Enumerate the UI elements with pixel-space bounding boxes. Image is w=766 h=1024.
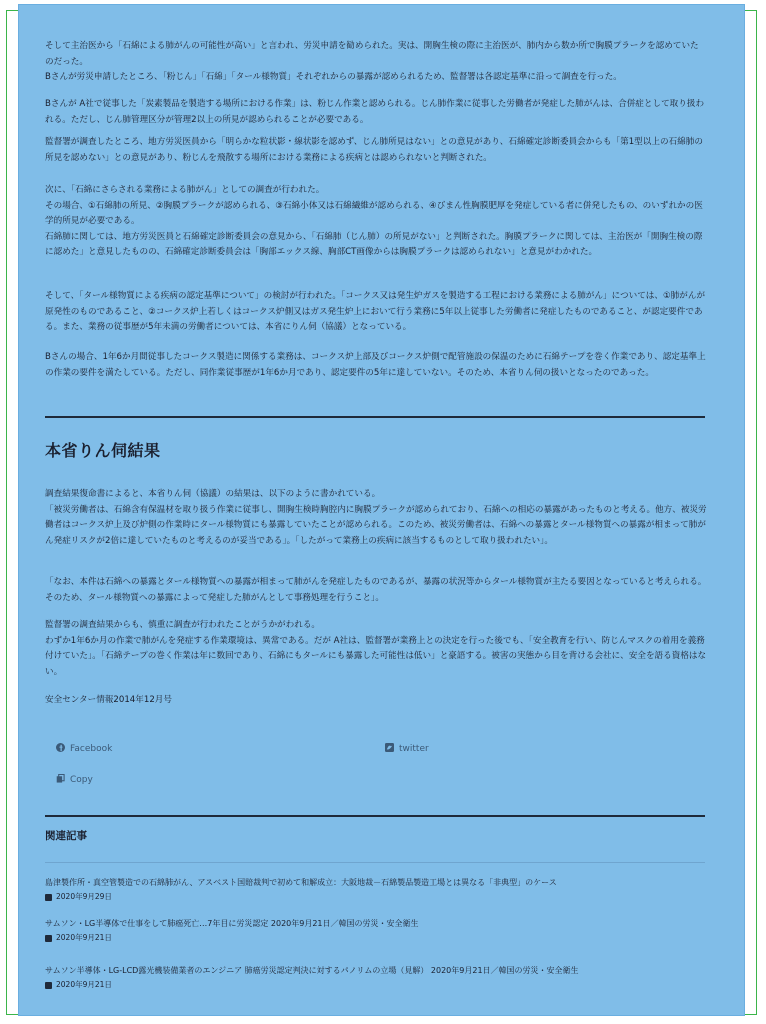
related-article-title[interactable]: サムソン半導体・LG-LCD露光機装備業者のエンジニア 肺癌労災認定判決に対するパノリムの立場（見解） 2020年9月21日／韓国の労災・安全衛生 [45,966,579,975]
result-paragraph: 「なお、本件は石綿への暴露とタール様物質への暴露が相まって肺がんを発症したものであるが、暴露の状況等からタール様物質が主たる要因となっていると考えられる。そのため、タール様物質への暴露によって発症した肺がんとして事務処理を行うこと」。 [45,577,707,603]
twitter-share-label: twitter [399,744,429,754]
section-divider [45,815,705,817]
date-text: 2020年9月21日 [56,980,112,989]
article-paragraph: 監督署が調査したところ、地方労災医員から「明らかな粒状影・線状影を認めず、じん肺所見はない」との意見があり、石綿確定診断委員会からも「第1型以上の石綿肺の所見を認めない」との意見があり、粉じんを飛散する場所における業務による疾病とは認められないと判断された。 [45,137,703,163]
related-article-date [45,931,705,945]
date-text: 2020年9月21日 [56,933,112,942]
section-heading: 本省りん伺結果 [45,441,161,460]
result-paragraph: 調査結果復命書によると、本省りん伺（協議）の結果は、以下のように書かれている。 「被災労働者は、石綿含有保温材を取り扱う作業に従事し、開胸生検時胸腔内に胸膜プラークが認められており、石綿への相応の暴露があったものと考える。他方、被災労働者はコークス炉上及び炉側の作業時にタール様物質にも暴露していたことが認められる。このため、被災労働者は、石綿への暴露とタール様物質への暴露が相まって肺がん発症リスクが2倍に達していたものと考えるのが妥当である」。「したがって業務上の疾病に該当するものとして取り扱われたい」。 [45,489,707,546]
calendar-icon [45,935,52,942]
related-articles-heading: 関連記事 [45,830,87,842]
related-article-title[interactable]: 島津製作所・真空管製造での石綿肺がん、アスベスト国賠裁判で初めて和解成立：大阪地裁－石綿製品製造工場とは異なる「非典型」のケース [45,878,557,887]
related-article-date [45,890,705,904]
article-paragraph: そして主治医から「石綿による肺がんの可能性が高い」と言われ、労災申請を勧められた。実は、開胸生検の際に主治医が、肺内から数か所で胸膜プラークを認めていたのだった。 Bさんが労災申請したところ、「粉じん」「石綿」「タール様物質」それぞれからの暴露が認められるため、監督署は各認定基準に沿って調査を行った。 [45,41,699,83]
facebook-icon [56,743,65,755]
related-article[interactable] [45,917,705,945]
section-divider [45,416,705,418]
related-article-title[interactable]: サムソン・LG半導体で仕事をして肺癌死亡…7年目に労災認定 2020年9月21日／韓国の労災・安全衛生 [45,919,419,928]
twitter-share-link[interactable] [385,743,429,755]
article-paragraph: Bさんが A社で従事した「炭素製品を製造する場所における作業」は、粉じん作業と認められる。じん肺作業に従事した労働者が発症した肺がんは、合併症として取り扱われる。ただし、じん肺管理区分が管理2以上の所見が認められることが必要である。 [45,99,705,125]
related-article-date [45,978,705,992]
copy-label: Copy [70,775,93,785]
result-paragraph: 監督署の調査結果からも、慎重に調査が行われたことがうかがわれる。 わずか1年6か月の作業で肺がんを発症する作業環境は、異常である。だが A社は、監督署が業務上との決定を行った後でも、「安全教育を行い、防じんマスクの着用を義務付けていた」。「石綿テープの巻く作業は年に数回であり、石綿にもタールにも暴露した可能性は低い」と豪語する。被害の実態から目を背ける会社に、安全を語る資格はない。 [45,620,707,677]
facebook-share-link[interactable] [56,743,112,755]
related-separator [45,862,705,863]
copy-link-button[interactable] [56,774,93,786]
copy-icon [56,774,65,786]
calendar-icon [45,894,52,901]
related-article[interactable] [45,876,705,904]
article-paragraph: Bさんの場合、1年6か月間従事したコークス製造に関係する業務は、コークス炉上部及びコークス炉側で配管施設の保温のために石綿テープを巻く作業であり、認定基準上の作業の要件を満たしている。ただし、同作業従事歴が1年6か月であり、認定要件の5年に達していない。そのため、本省りん伺の扱いとなったのであった。 [45,352,706,378]
related-article[interactable] [45,964,705,992]
article-paragraph: そして、「タール様物質による疾病の認定基準について」の検討が行われた。「コークス又は発生炉ガスを製造する工程における業務による肺がん」については、①肺がんが原発性のものであること、②コークス炉上若しくはコークス炉側又はガス発生炉上において行う業務に5年以上従事した労働者に発症したものであること、が認定要件である。また、業務の従事歴が5年未満の労働者については、本省にりん伺（協議）となっている。 [45,291,706,333]
calendar-icon [45,982,52,989]
date-text: 2020年9月29日 [56,892,112,901]
facebook-share-label: Facebook [70,744,113,754]
source-credit: 安全センター情報2014年12月号 [45,695,172,705]
article-paragraph: 次に、「石綿にさらされる業務による肺がん」としての調査が行われた。 その場合、①石綿肺の所見、②胸膜プラークが認められる、③石綿小体又は石綿繊維が認められる、④びまん性胸膜肥厚を発症している者に併発したもの、のいずれかの医学的所見が必要である。 石綿肺に関しては、地方労災医員と石綿確定診断委員会の意見から、「石綿肺（じん肺）の所見がない」と判断された。胸膜プラークに関しては、主治医が「開胸生検の際に認めた」と意見したものの、石綿確定診断委員会は「胸部エックス線、胸部CT画像からは胸膜プラークは認められない」と意見がわかれた。 [45,185,703,258]
twitter-icon [385,743,394,755]
